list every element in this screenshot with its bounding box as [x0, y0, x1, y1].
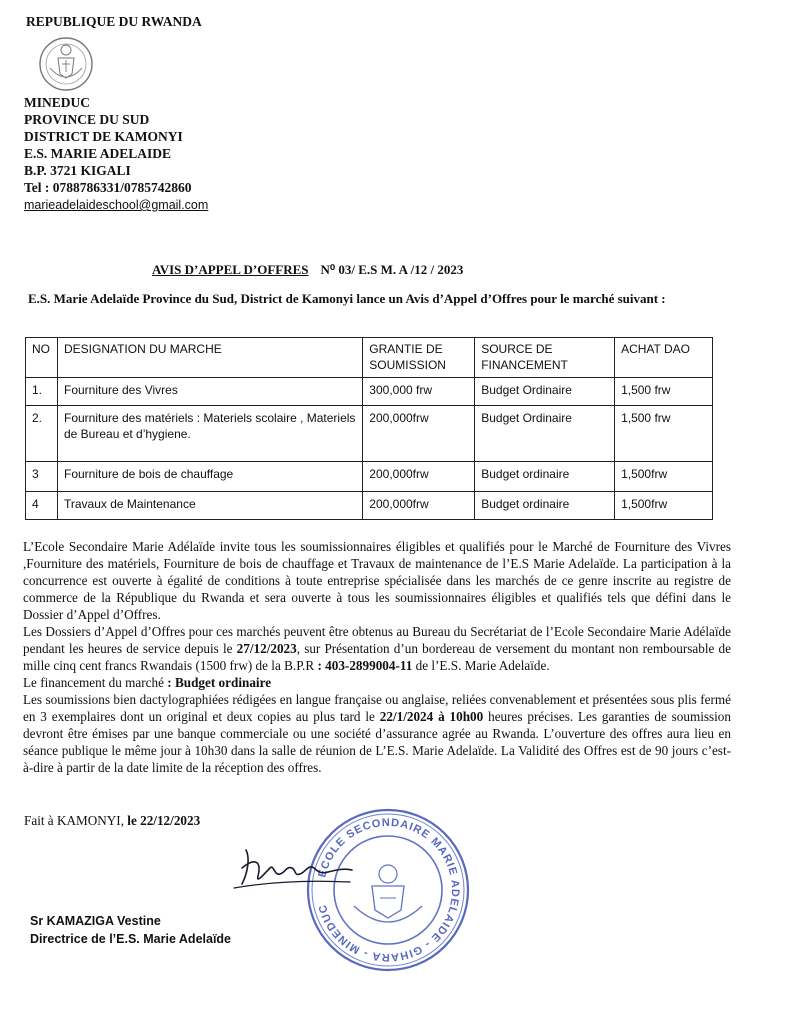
text-segment: , sur Présentation d’un bordereau de versement du montant non remboursable de mille cinq cent francs Rwandais (1500 frw) de la B.P.R	[23, 641, 731, 673]
column-header-no: NO	[26, 338, 58, 378]
place-date-line	[24, 813, 200, 829]
text-segment: Le financement du marché	[23, 675, 168, 690]
cell-guarantee: 200,000frw	[363, 492, 475, 520]
table-row	[26, 492, 713, 520]
po-box-line: B.P. 3721 KIGALI	[24, 163, 131, 178]
reference-number: N⁰ 03/ E.S M. A /12 / 2023	[320, 262, 464, 277]
cell-no: 4	[26, 492, 58, 520]
paragraph-documents	[23, 623, 731, 674]
document-title	[152, 262, 463, 278]
phone-line: Tel : 0788786331/0785742860	[24, 180, 192, 195]
place-text: Fait à KAMONYI,	[24, 813, 128, 828]
signer-block	[30, 912, 231, 948]
cell-designation: Fourniture de bois de chauffage	[57, 462, 362, 492]
handwritten-signature-icon	[228, 838, 356, 898]
text-segment: heures précises. Les garanties de soumission devront être émises par une banque commerciale ou une société d’assurance agrée au Rwanda. L’ouverture des offres aura lieu en séance publique le même jour à 10h30 dans la salle de réunion de L’E.S. Marie Adelaïde. La Validité des Offres est de 90 jours c’est-à-dire à partir de la date limite de la réception des offres.	[23, 709, 731, 775]
cell-guarantee: 200,000frw	[363, 406, 475, 462]
country-heading: REPUBLIQUE DU RWANDA	[26, 14, 202, 29]
cell-no: 1.	[26, 378, 58, 406]
text-segment: Les Dossiers d’Appel d’Offres pour ces marchés peuvent être obtenus au Bureau du Secrétariat de l’Ecole Secondaire Marie Adélaïde pendant les heures de service depuis le	[23, 624, 731, 656]
cell-designation: Fourniture des matériels : Materiels scolaire , Materiels de Bureau et d’hygiene.	[57, 406, 362, 462]
cell-dao-price: 1,500 frw	[615, 378, 713, 406]
cell-guarantee: 300,000 frw	[363, 378, 475, 406]
signature-date: le 22/12/2023	[127, 813, 201, 828]
cell-dao-price: 1,500frw	[615, 492, 713, 520]
cell-dao-price: 1,500 frw	[615, 406, 713, 462]
cell-designation: Fourniture des Vivres	[57, 378, 362, 406]
cell-designation: Travaux de Maintenance	[57, 492, 362, 520]
table-row	[26, 406, 713, 462]
stamp-text: ECOLE SECONDAIRE MARIE ADELAIDE - GIHARA - MINEDUC	[316, 816, 462, 964]
table-row	[26, 378, 713, 406]
email-link[interactable]: marieadelaideschool@gmail.com	[24, 198, 209, 212]
cell-funding: Budget ordinaire	[475, 492, 615, 520]
availability-date: 27/12/2023	[236, 641, 297, 656]
cell-guarantee: 200,000frw	[363, 462, 475, 492]
signer-name: Sr KAMAZIGA Vestine	[30, 914, 161, 928]
submission-deadline: 22/1/2024 à 10h00	[379, 709, 484, 724]
tender-table	[25, 337, 713, 520]
bank-account: : 403-2899004-11	[317, 658, 413, 673]
financing-source: : Budget ordinaire	[167, 675, 272, 690]
school-line: E.S. MARIE ADELAIDE	[24, 146, 172, 161]
rwanda-coat-of-arms-icon	[36, 34, 96, 94]
notice-body	[23, 538, 731, 776]
cell-funding: Budget Ordinaire	[475, 378, 615, 406]
province-line: PROVINCE DU SUD	[24, 112, 150, 127]
table-header-row	[26, 338, 713, 378]
intro-text: E.S. Marie Adelaïde Province du Sud, District de Kamonyi lance un Avis d’Appel d’Offres pour le marché suivant :	[28, 291, 666, 306]
title-label: AVIS D’APPEL D’OFFRES	[152, 262, 309, 277]
paragraph-invitation: L’Ecole Secondaire Marie Adélaïde invite tous les soumissionnaires éligibles et qualifiés pour le Marché de Fourniture des Vivres ,Fourniture des matériels, Fourniture de bois de chauffage et Travaux de maintenance de l’E.S Marie Adelaïde. La participation à la concurrence est ouverte à égalité de conditions à toute entreprise spécialisée dans les marchés de ce genre inscrite au registre de commerce de la République du Rwanda et sera ouverte à tous les soumissionnaires éligibles et qualifiés tels que défini dans le Dossier d’Appel d’Offres.	[23, 539, 731, 622]
cell-no: 2.	[26, 406, 58, 462]
ministry-line: MINEDUC	[24, 95, 90, 110]
column-header-guarantee: GRANTIE DE SOUMISSION	[363, 338, 475, 378]
cell-funding: Budget Ordinaire	[475, 406, 615, 462]
cell-no: 3	[26, 462, 58, 492]
district-line: DISTRICT DE KAMONYI	[24, 129, 183, 144]
paragraph-financing	[23, 674, 731, 691]
cell-funding: Budget ordinaire	[475, 462, 615, 492]
text-segment: de l’E.S. Marie Adelaïde.	[412, 658, 550, 673]
text-segment: Les soumissions bien dactylographiées rédigées en langue française ou anglaise, reliées convenablement et présentées sous plis fermé en 3 exemplaires dont un original et deux copies au plus tard le	[23, 692, 731, 724]
table-row	[26, 462, 713, 492]
column-header-dao-price: ACHAT DAO	[615, 338, 713, 378]
cell-dao-price: 1,500frw	[615, 462, 713, 492]
column-header-designation: DESIGNATION DU MARCHE	[57, 338, 362, 378]
signer-title: Directrice de l’E.S. Marie Adelaïde	[30, 932, 232, 946]
column-header-funding: SOURCE DE FINANCEMENT	[475, 338, 615, 378]
paragraph-submission	[23, 691, 731, 776]
